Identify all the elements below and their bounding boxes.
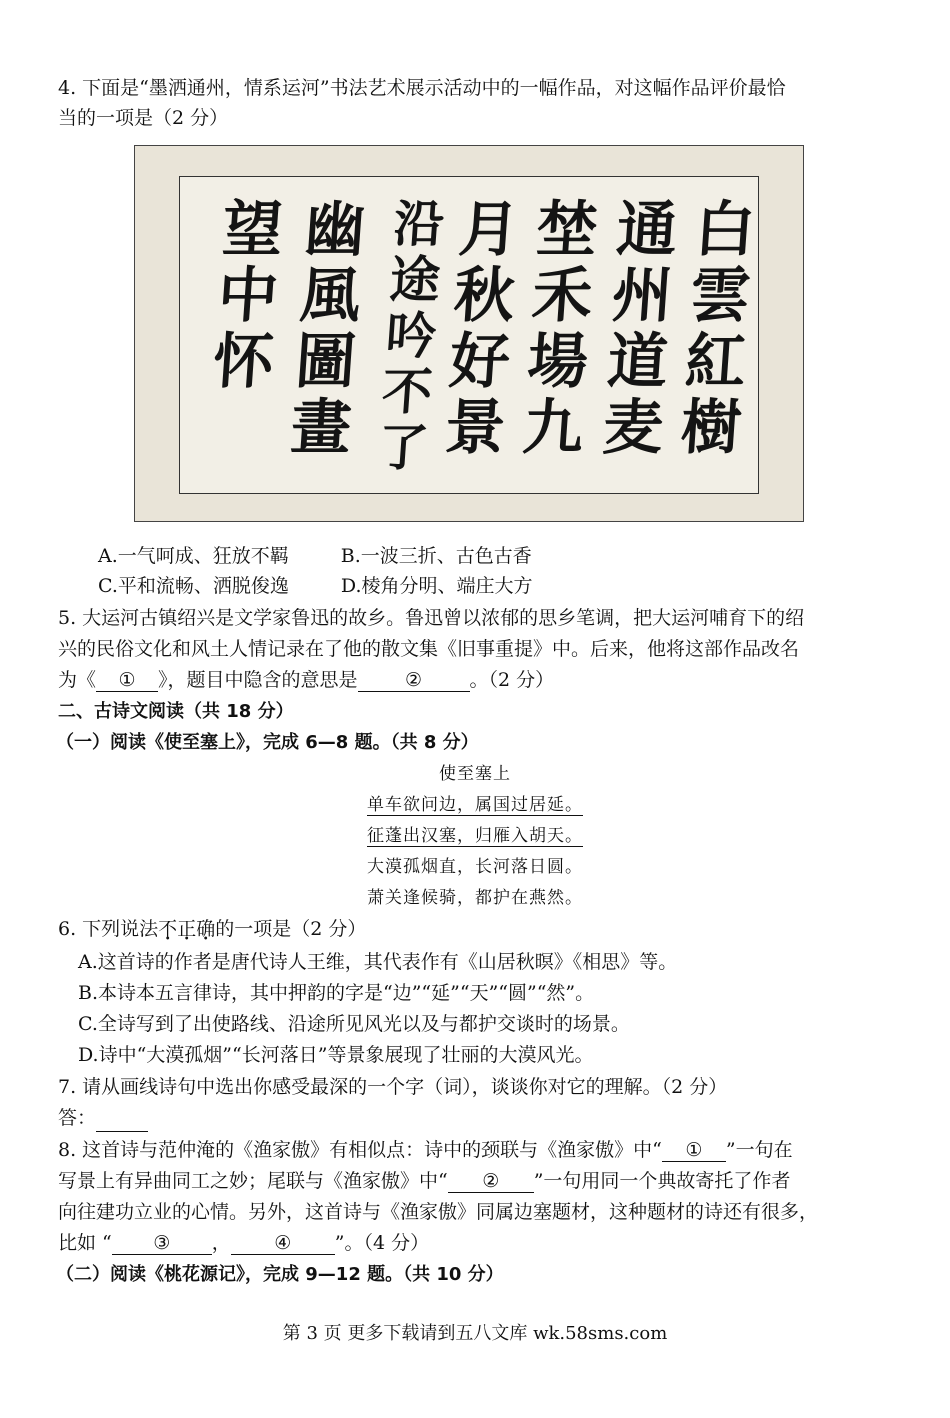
q8-text-4b: ”。（4 分） [334,1232,430,1254]
q8-text-2a: 写景上有异曲同工之妙；尾联与《渔家傲》中“ [58,1170,448,1192]
q8-line4 [58,1229,429,1257]
q8-text-2b: ”一句用同一个典故寄托了作者 [533,1170,791,1192]
q6-stem [58,915,366,943]
q7-stem: 7. 请从画线诗句中选出你感受最深的一个字（词），谈谈你对它的理解。（2 分） [58,1076,728,1098]
poem-line-2: 征蓬出汉塞，归雁入胡天。 [367,826,583,846]
q5-blank-1[interactable]: ① [96,669,158,692]
q4-option-d[interactable]: D.棱角分明、端庄大方 [340,575,533,597]
q6-stem-b: 的一项是（2 分） [215,918,367,940]
emphasis-char-1: 不 [158,918,178,940]
q6-option-a[interactable]: A.这首诗的作者是唐代诗人王维，其代表作有《山居秋暝》《相思》等。 [78,951,678,973]
q8-blank-1[interactable]: ① [662,1139,726,1162]
emphasis-char-2: 正 [177,918,197,940]
q5-stem-line1: 5. 大运河古镇绍兴是文学家鲁迅的故乡。鲁迅曾以浓郁的思乡笔调，把大运河哺育下的绍 [58,607,805,629]
q8-separator: ， [211,1232,231,1254]
calligraphy-artwork [134,145,804,522]
q5-text-c: 。（2 分） [469,669,555,691]
q8-line2 [58,1167,790,1195]
calligraphy-column-2: 通州道麦 [590,197,680,461]
q5-stem-line2: 兴的民俗文化和风土人情记录在了他的散文集《旧事重提》中。后来，他将这部作品改名 [58,638,800,660]
page-footer: 第 3 页 更多下载请到五八文库 wk.58sms.com [282,1323,668,1344]
q4-stem-line1: 4. 下面是“墨洒通州，情系运河”书法艺术展示活动中的一幅作品，对这幅作品评价最恰 [58,77,786,99]
q8-blank-3[interactable]: ③ [112,1232,212,1255]
q4-option-a[interactable]: A.一气呵成、狂放不羁 [98,545,289,567]
q5-blank-2[interactable]: ② [358,669,470,692]
q8-blank-2[interactable]: ② [448,1170,534,1193]
calligraphy-panel [179,176,759,494]
emphasis-char-3: 确 [196,918,216,940]
poem-line-3: 大漠孤烟直，长河落日圆。 [367,857,583,877]
calligraphy-column-5: 沿途吟不了 [368,197,447,477]
q7-answer-blank[interactable] [96,1109,148,1132]
q6-option-d[interactable]: D.诗中“大漠孤烟”“长河落日”等景象展现了壮丽的大漠风光。 [78,1044,594,1066]
calligraphy-column-7: 望中怀 [201,197,285,395]
q5-text-a: 为《 [58,669,97,691]
calligraphy-column-4: 月秋好景 [432,197,522,461]
q4-option-b[interactable]: B.一波三折、古色古香 [340,545,532,567]
q4-options-row2 [98,572,533,600]
q5-stem-line3 [58,666,554,694]
q6-option-c[interactable]: C.全诗写到了出使路线、沿途所见风光以及与都护交谈时的场景。 [78,1013,630,1035]
q5-text-b: 》，题目中隐含的意思是 [158,669,358,691]
answer-label: 答： [58,1107,97,1129]
poem-line-1: 单车欲问边，属国过居延。 [367,795,583,815]
calligraphy-column-6: 幽風圖畫 [278,197,368,461]
q6-stem-a: 6. 下列说法 [58,918,159,940]
q7-answer [58,1104,148,1132]
q8-blank-4[interactable]: ④ [231,1232,335,1255]
q4-option-c[interactable]: C.平和流畅、洒脱俊逸 [98,575,289,597]
q4-options-row1 [98,542,532,570]
q4-stem-line2: 当的一项是（2 分） [58,107,229,129]
part-2-title: （二）阅读《桃花源记》，完成 9—12 题。（共 10 分） [56,1264,504,1285]
calligraphy-column-3: 埜禾場九 [510,197,600,461]
q8-text-4a: 比如 “ [58,1232,112,1254]
q8-line1 [58,1136,793,1164]
part-1-title: （一）阅读《使至塞上》，完成 6—8 题。（共 8 分） [56,732,479,753]
poem-title: 使至塞上 [439,764,511,784]
q8-text-1b: ”一句在 [725,1139,793,1161]
q6-option-b[interactable]: B.本诗本五言律诗，其中押韵的字是“边”“延”“天”“圆”“然”。 [78,982,595,1004]
poem-line-4: 萧关逢候骑，都护在燕然。 [367,888,583,908]
q8-text-1a: 8. 这首诗与范仲淹的《渔家傲》有相似点：诗中的颈联与《渔家傲》中“ [58,1139,662,1161]
calligraphy-column-1: 白雲紅樹 [668,197,758,461]
section-2-title: 二、古诗文阅读（共 18 分） [58,701,294,722]
q8-line3: 向往建功立业的心情。另外，这首诗与《渔家傲》同属边塞题材，这种题材的诗还有很多， [58,1201,819,1223]
